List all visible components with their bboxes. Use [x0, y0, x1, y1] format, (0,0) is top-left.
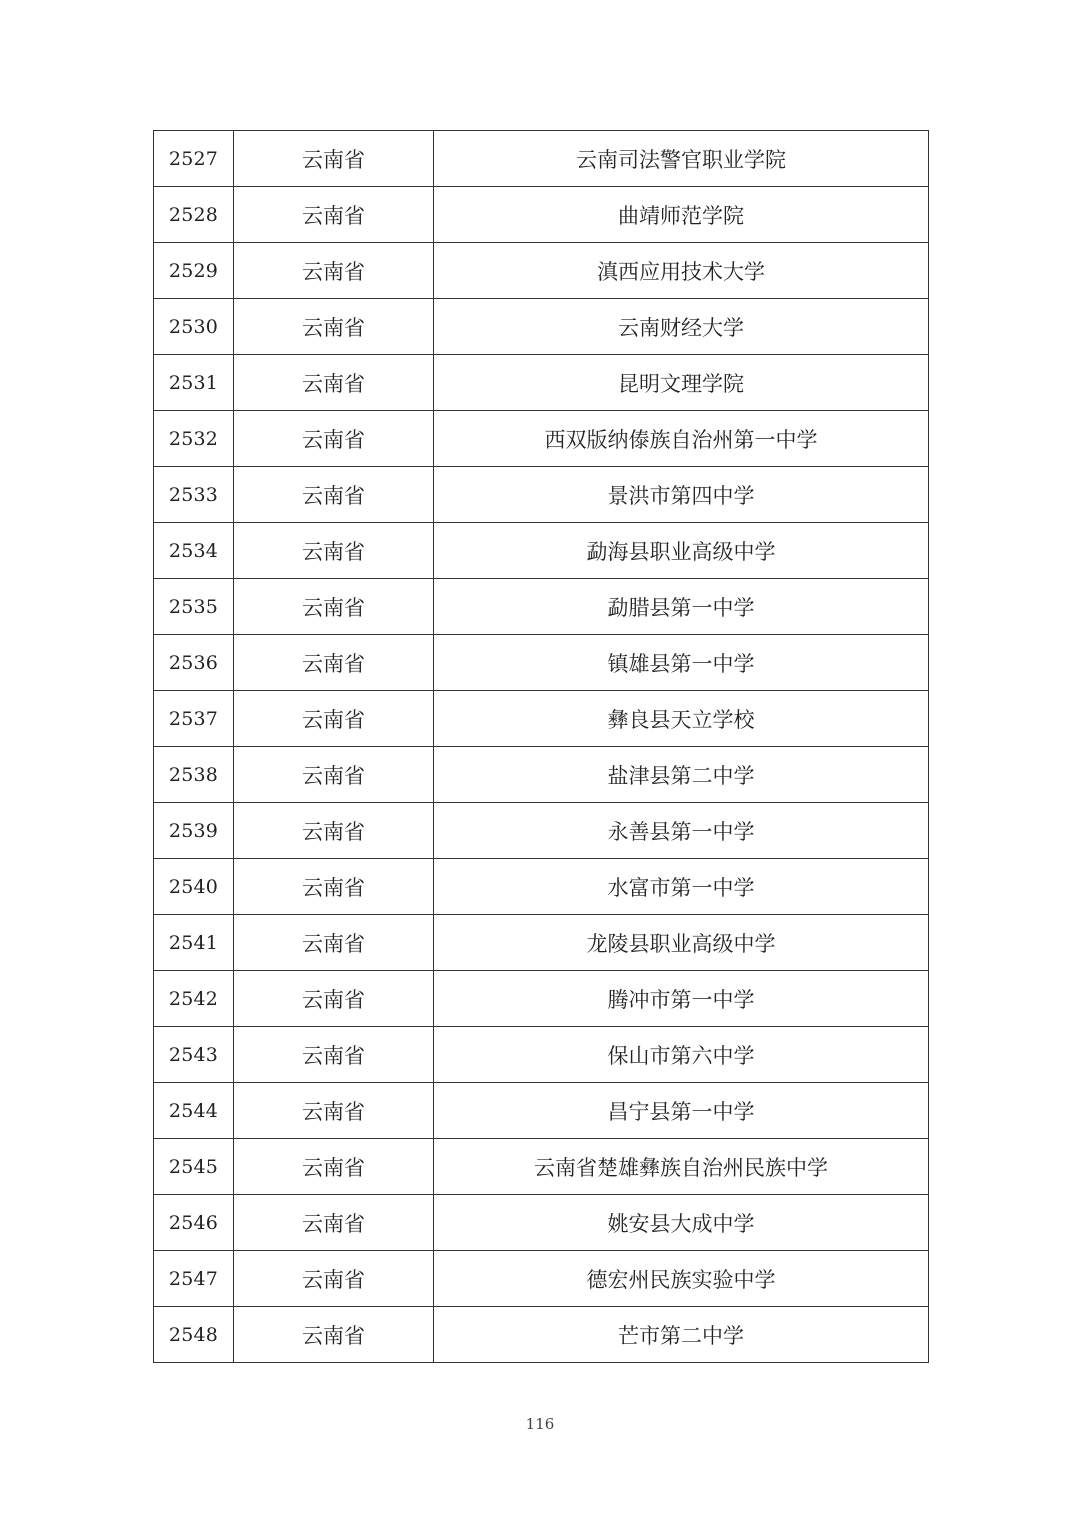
table-row: [154, 971, 929, 1027]
table-row: [154, 355, 929, 411]
school-name-cell: 云南司法警官职业学院: [434, 131, 929, 187]
table-row: [154, 1083, 929, 1139]
row-number-cell: 2531: [154, 355, 234, 411]
school-name-cell: 镇雄县第一中学: [434, 635, 929, 691]
province-cell: 云南省: [234, 1307, 434, 1363]
school-name-cell: 姚安县大成中学: [434, 1195, 929, 1251]
table-row: [154, 243, 929, 299]
row-number-cell: 2535: [154, 579, 234, 635]
table-row: [154, 803, 929, 859]
school-name-cell: 彝良县天立学校: [434, 691, 929, 747]
row-number-cell: 2547: [154, 1251, 234, 1307]
row-number-cell: 2548: [154, 1307, 234, 1363]
table-row: [154, 467, 929, 523]
province-cell: 云南省: [234, 411, 434, 467]
table-row: [154, 523, 929, 579]
row-number-cell: 2542: [154, 971, 234, 1027]
table-row: [154, 747, 929, 803]
province-cell: 云南省: [234, 355, 434, 411]
table-row: [154, 1307, 929, 1363]
province-cell: 云南省: [234, 635, 434, 691]
table-row: [154, 411, 929, 467]
province-cell: 云南省: [234, 299, 434, 355]
school-name-cell: 盐津县第二中学: [434, 747, 929, 803]
row-number-cell: 2536: [154, 635, 234, 691]
row-number-cell: 2534: [154, 523, 234, 579]
table-row: [154, 1251, 929, 1307]
row-number-cell: 2545: [154, 1139, 234, 1195]
province-cell: 云南省: [234, 1083, 434, 1139]
table-row: [154, 1139, 929, 1195]
school-name-cell: 水富市第一中学: [434, 859, 929, 915]
school-name-cell: 保山市第六中学: [434, 1027, 929, 1083]
row-number-cell: 2544: [154, 1083, 234, 1139]
school-name-cell: 云南省楚雄彝族自治州民族中学: [434, 1139, 929, 1195]
province-cell: 云南省: [234, 579, 434, 635]
school-name-cell: 西双版纳傣族自治州第一中学: [434, 411, 929, 467]
school-name-cell: 景洪市第四中学: [434, 467, 929, 523]
province-cell: 云南省: [234, 1195, 434, 1251]
school-name-cell: 昆明文理学院: [434, 355, 929, 411]
row-number-cell: 2537: [154, 691, 234, 747]
row-number-cell: 2528: [154, 187, 234, 243]
province-cell: 云南省: [234, 187, 434, 243]
school-name-cell: 勐海县职业高级中学: [434, 523, 929, 579]
school-name-cell: 芒市第二中学: [434, 1307, 929, 1363]
row-number-cell: 2533: [154, 467, 234, 523]
table-row: [154, 131, 929, 187]
table-row: [154, 299, 929, 355]
table-row: [154, 859, 929, 915]
row-number-cell: 2527: [154, 131, 234, 187]
school-name-cell: 勐腊县第一中学: [434, 579, 929, 635]
row-number-cell: 2530: [154, 299, 234, 355]
table-row: [154, 691, 929, 747]
row-number-cell: 2543: [154, 1027, 234, 1083]
province-cell: 云南省: [234, 803, 434, 859]
school-name-cell: 云南财经大学: [434, 299, 929, 355]
province-cell: 云南省: [234, 243, 434, 299]
province-cell: 云南省: [234, 131, 434, 187]
row-number-cell: 2546: [154, 1195, 234, 1251]
table-row: [154, 1195, 929, 1251]
school-name-cell: 永善县第一中学: [434, 803, 929, 859]
province-cell: 云南省: [234, 523, 434, 579]
province-cell: 云南省: [234, 747, 434, 803]
table-row: [154, 187, 929, 243]
table-row: [154, 635, 929, 691]
province-cell: 云南省: [234, 467, 434, 523]
school-name-cell: 滇西应用技术大学: [434, 243, 929, 299]
table-row: [154, 579, 929, 635]
school-name-cell: 昌宁县第一中学: [434, 1083, 929, 1139]
table-body: [154, 131, 929, 1363]
row-number-cell: 2541: [154, 915, 234, 971]
province-cell: 云南省: [234, 1139, 434, 1195]
row-number-cell: 2538: [154, 747, 234, 803]
province-cell: 云南省: [234, 691, 434, 747]
province-cell: 云南省: [234, 859, 434, 915]
school-name-cell: 德宏州民族实验中学: [434, 1251, 929, 1307]
row-number-cell: 2540: [154, 859, 234, 915]
school-name-cell: 龙陵县职业高级中学: [434, 915, 929, 971]
row-number-cell: 2539: [154, 803, 234, 859]
school-list-table: [153, 130, 929, 1363]
row-number-cell: 2529: [154, 243, 234, 299]
table-row: [154, 915, 929, 971]
table-row: [154, 1027, 929, 1083]
province-cell: 云南省: [234, 915, 434, 971]
province-cell: 云南省: [234, 971, 434, 1027]
page-number: 116: [525, 1415, 555, 1433]
province-cell: 云南省: [234, 1251, 434, 1307]
school-name-cell: 曲靖师范学院: [434, 187, 929, 243]
row-number-cell: 2532: [154, 411, 234, 467]
province-cell: 云南省: [234, 1027, 434, 1083]
school-name-cell: 腾冲市第一中学: [434, 971, 929, 1027]
